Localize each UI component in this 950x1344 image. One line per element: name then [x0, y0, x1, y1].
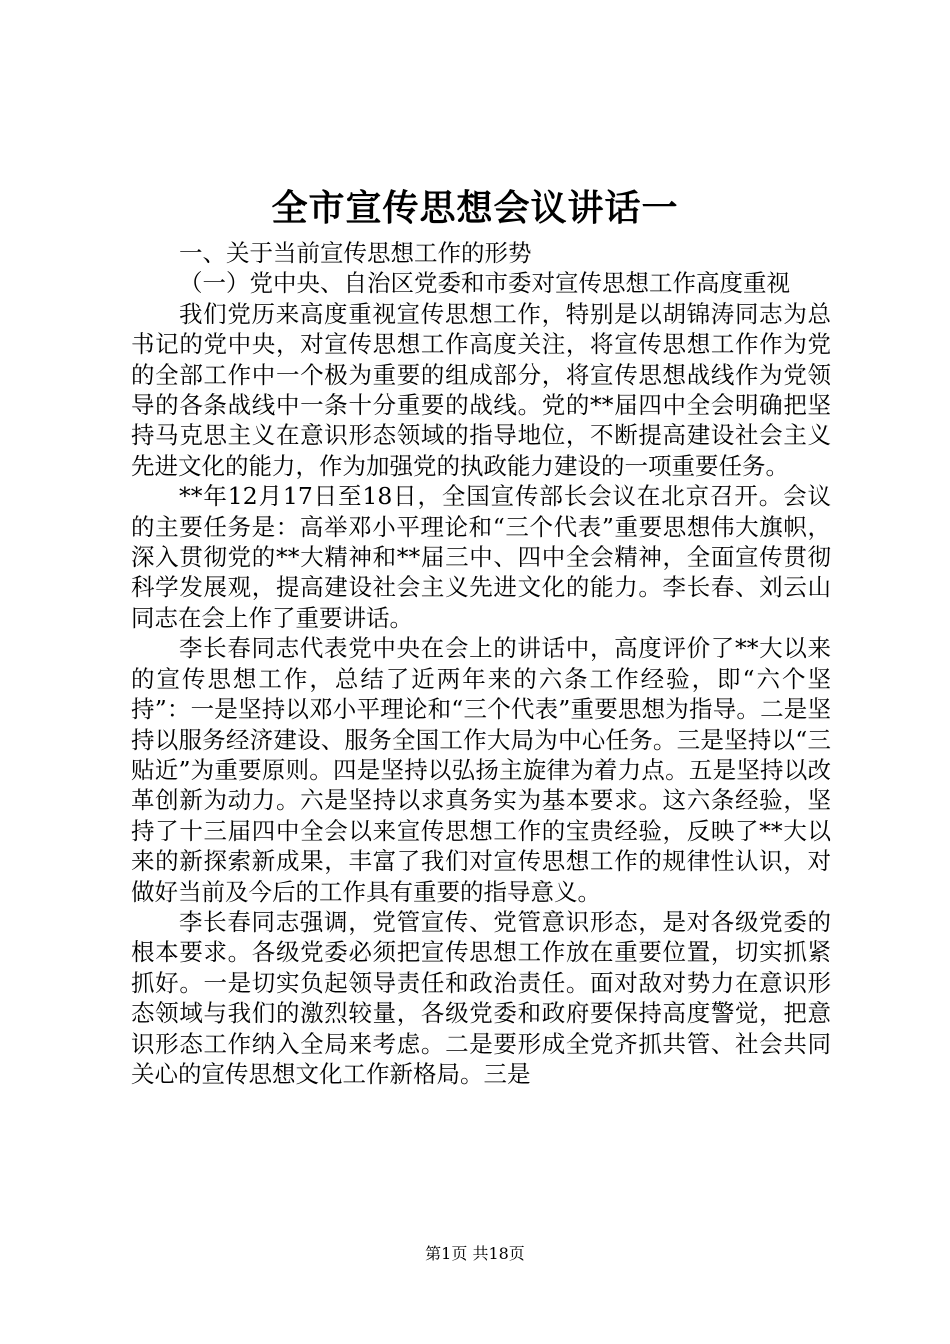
paragraph: 李长春同志强调，党管宣传、党管意识形态，是对各级党委的根本要求。各级党委必须把宣传思想工作放在重要位置，切实抓紧抓好。一是切实负起领导责任和政治责任。面对敌对势力在意识形态领域与我们的激烈较量，各级党委和政府要保持高度警觉，把意识形态工作纳入全局来考虑。二是要形成全党齐抓共管、社会共同关心的宣传思想文化工作新格局。三是: [131, 907, 831, 1088]
section-heading: 一、关于当前宣传思想工作的形势: [179, 239, 532, 267]
subsection-heading: （一）党中央、自治区党委和市委对宣传思想工作高度重视: [179, 269, 790, 298]
document-title: 全市宣传思想会议讲话一: [271, 187, 679, 229]
paragraph: **年12月17日至18日，全国宣传部长会议在北京召开。会议的主要任务是：高举邓小平理论和“三个代表”重要思想伟大旗帜，深入贯彻党的**大精神和**届三中、四中全会精神，全面宣传贯彻科学发展观，提高建设社会主义先进文化的能力。李长春、刘云山同志在会上作了重要讲话。: [131, 482, 831, 632]
paragraph: 李长春同志代表党中央在会上的讲话中，高度评价了**大以来的宣传思想工作，总结了近两年来的六条工作经验，即“六个坚持”：一是坚持以邓小平理论和“三个代表”重要思想为指导。二是坚持以服务经济建设、服务全国工作大局为中心任务。三是坚持以“三贴近”为重要原则。四是坚持以弘扬主旋律为着力点。五是坚持以改革创新为动力。六是坚持以求真务实为基本要求。这六条经验，坚持了十三届四中全会以来宣传思想工作的宝贵经验，反映了**大以来的新探索新成果，丰富了我们对宣传思想工作的规律性认识，对做好当前及今后的工作具有重要的指导意义。: [131, 634, 831, 906]
document-body: [131, 238, 831, 1089]
page-number: 第1页 共18页: [425, 1244, 525, 1263]
paragraph: 我们党历来高度重视宣传思想工作，特别是以胡锦涛同志为总书记的党中央，对宣传思想工作高度关注，将宣传思想工作作为党的全部工作中一个极为重要的组成部分，将宣传思想战线作为党领导的各条战线中一条十分重要的战线。党的**届四中全会明确把坚持马克思主义在意识形态领域的指导地位，不断提高建设社会主义先进文化的能力，作为加强党的执政能力建设的一项重要任务。: [131, 299, 831, 480]
